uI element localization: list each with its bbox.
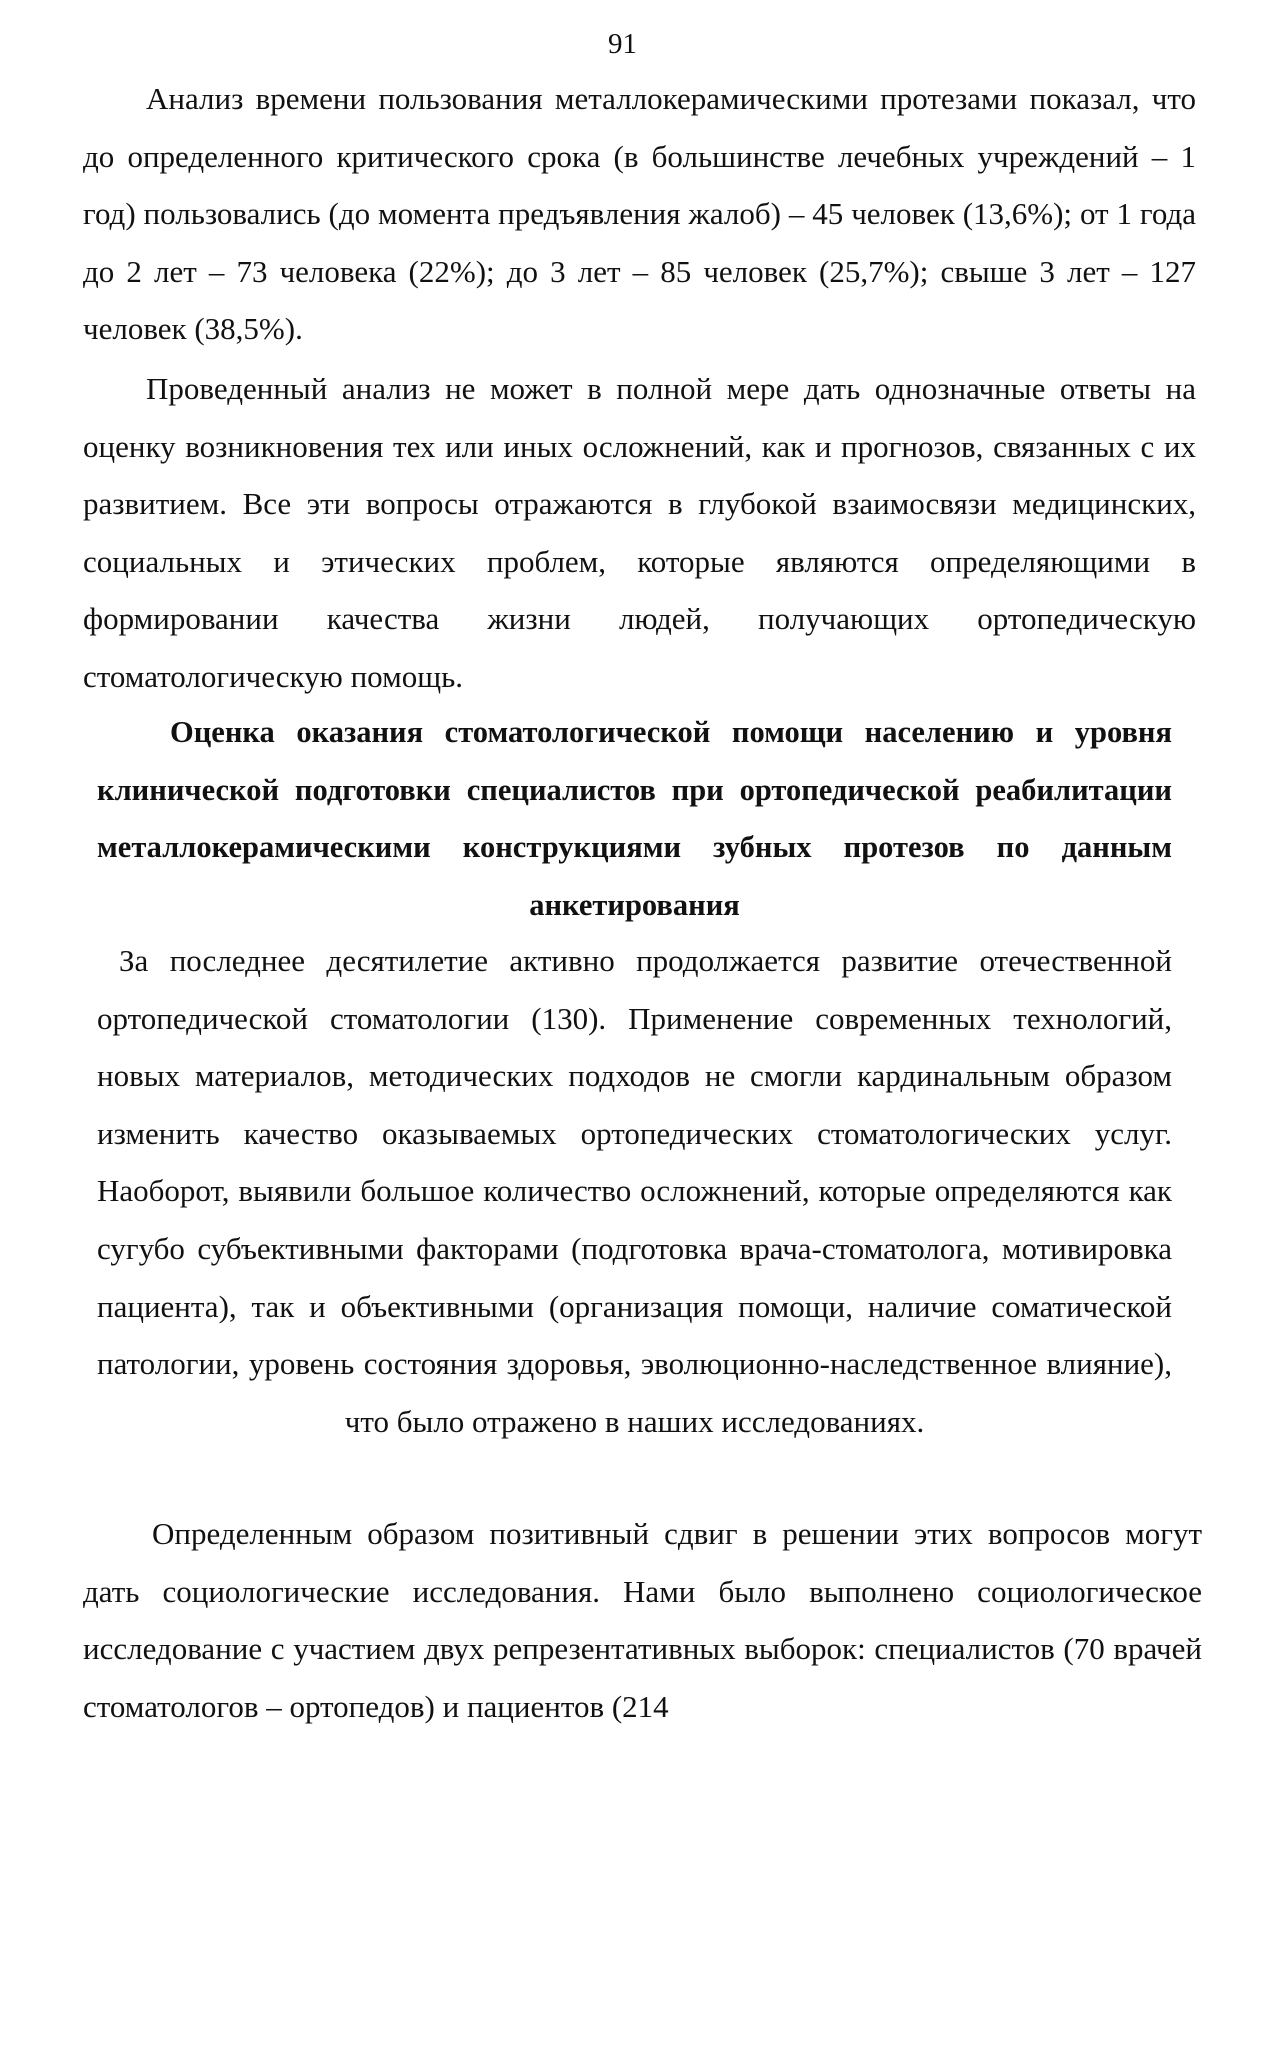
paragraph-analysis-limitations: Проведенный анализ не может в полной мере дать однозначные ответы на оценку возникновения тех или иных осложнений, как и прогнозов, связанных с их развитием. Все эти вопросы отражаются в глубокой взаимосвязи медицинских, социальных и этических проблем, которые являются определяющими в формировании качества жизни людей, получающих ортопедическую стоматологическую помощь. [83,371,1196,694]
paragraph-sociological-study: Определенным образом позитивный сдвиг в решении этих вопросов могут дать социологические исследования. Нами было выполнено социологическое исследование с участием двух репрезентативных выборок: специалистов (70 врачей стоматологов – ортопедов) и пациентов (214 [83,1516,1202,1724]
section-heading: Оценка оказания стоматологической помощи населению и уровня клинической подготовки специалистов при ортопедической реабилитации металлокерамическими конструкциями зубных протезов по данным анкетирования [97,715,1172,922]
paragraph-prosthesis-usage-analysis: Анализ времени пользования металлокерамическими протезами показал, что до определенного критического срока (в большинстве лечебных учреждений – 1 год) пользовались (до момента предъявления жалоб) – 45 человек (13,6%); от 1 года до 2 лет – 73 человека (22%); до 3 лет – 85 человек (25,7%); свыше 3 лет – 127 человек (38,5%). [83,81,1196,347]
paragraph-orthopedic-dentistry-development: За последнее десятилетие активно продолжается развитие отечественной ортопедической стоматологии (130). Применение современных технологий, новых материалов, методических подходов не смогли кардинальным образом изменить качество оказываемых ортопедических стоматологических услуг. Наоборот, выявили большое количество осложнений, которые определяются как сугубо субъективными факторами (подготовка врача-стоматолога, мотивировка пациента), так и объективными (организация помощи, наличие соматической патологии, уровень состояния здоровья, эволюционно-наследственное влияние), что было отражено в наших исследованиях. [97,943,1172,1439]
page-number: 91 [608,28,637,60]
